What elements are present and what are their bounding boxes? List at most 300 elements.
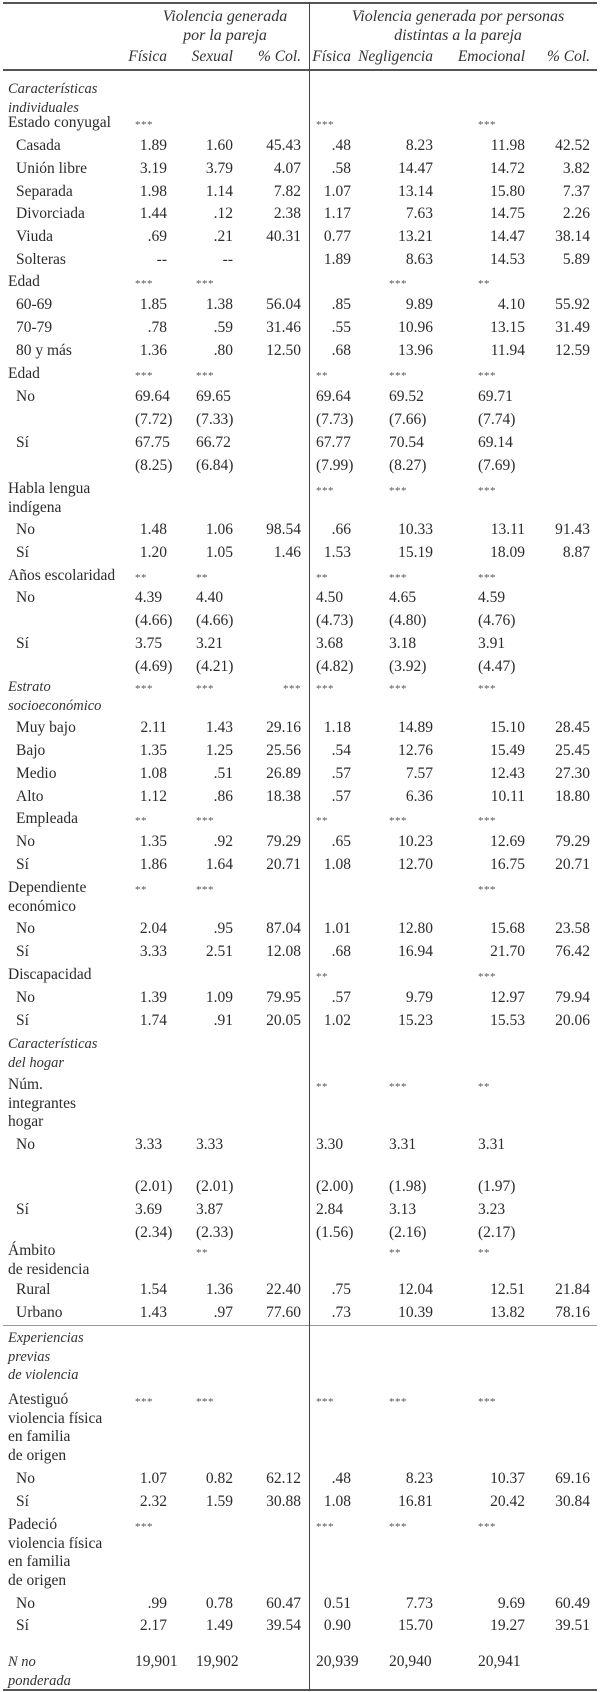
row-label-line: Medio	[16, 765, 57, 782]
row-label-line: Edad	[8, 273, 40, 290]
table-cell: 3.13	[389, 1201, 417, 1218]
significance-marker: ***	[316, 485, 334, 497]
table-cell: 20.05	[266, 1012, 301, 1029]
row-label	[16, 137, 156, 156]
table-cell: 12.97	[490, 989, 525, 1006]
significance-marker: ***	[389, 572, 407, 584]
group-header-partner-line1: Violencia generada	[162, 8, 288, 25]
table-cell: 2.51	[205, 943, 233, 960]
significance-marker: **	[316, 971, 328, 983]
table-cell: 10.33	[398, 521, 433, 538]
row-label-line: de residencia	[8, 1260, 90, 1278]
significance-marker: ***	[196, 1396, 214, 1408]
significance-marker: **	[316, 815, 328, 827]
row-label-line: Unión libre	[16, 160, 88, 177]
table-cell: 60.47	[266, 1595, 301, 1612]
table-cell: .68	[331, 342, 351, 359]
significance-marker: ***	[389, 1396, 407, 1408]
significance-marker: ***	[196, 370, 214, 382]
group-header-partner-line2: por la pareja	[183, 27, 267, 44]
table-cell: (7.99)	[316, 457, 354, 474]
table-cell: 12.76	[398, 742, 433, 759]
row-label	[16, 1617, 156, 1636]
table-cell: 67.75	[135, 434, 170, 451]
significance-marker: ***	[478, 884, 496, 896]
table-cell: 15.70	[398, 1617, 433, 1634]
table-cell: 1.59	[205, 1493, 233, 1510]
table-cell: 19,902	[196, 1653, 239, 1670]
table-cell: (4.47)	[478, 658, 516, 675]
row-label-line: Divorciada	[16, 205, 85, 222]
row-label	[16, 342, 156, 361]
table-cell: 12.04	[398, 1281, 433, 1298]
row-label-line: 70-79	[16, 319, 53, 336]
table-cell: 1.36	[139, 342, 167, 359]
significance-marker: ***	[196, 815, 214, 827]
table-cell: 0.78	[205, 1595, 233, 1612]
table-cell: 13.82	[490, 1304, 525, 1321]
table-cell: 60.49	[555, 1595, 590, 1612]
table-cell: (1.97)	[478, 1178, 516, 1195]
table-cell: 3.69	[135, 1201, 163, 1218]
table-cell: 79.29	[555, 833, 590, 850]
table-cell: (1.98)	[389, 1178, 427, 1195]
row-label	[16, 251, 156, 270]
table-cell: 6.36	[405, 788, 433, 805]
table-cell: 11.98	[490, 137, 525, 154]
table-cell: 10.37	[490, 1470, 525, 1487]
row-label-line: Características	[8, 81, 98, 97]
row-label-line: N no	[8, 1654, 36, 1670]
row-label-line: No	[16, 589, 35, 606]
table-cell: 3.31	[478, 1136, 506, 1153]
table-cell: 15.10	[490, 719, 525, 736]
row-label	[8, 1035, 148, 1072]
table-cell: .54	[331, 742, 351, 759]
table-cell: 1.14	[205, 183, 233, 200]
table-cell: 7.57	[405, 765, 433, 782]
significance-marker: ***	[135, 278, 153, 290]
table-cell: 1.89	[139, 137, 167, 154]
row-label-line: integrantes	[8, 1094, 77, 1112]
table-cell: 3.23	[478, 1201, 506, 1218]
table-cell: .12	[213, 205, 233, 222]
table-cell: 3.91	[478, 635, 506, 652]
row-label-line: Atestiguó	[8, 1391, 69, 1408]
table-cell: 11.94	[490, 342, 525, 359]
table-cell: 26.89	[266, 765, 301, 782]
table-cell: 4.59	[478, 589, 506, 606]
row-label-line: Bajo	[16, 742, 46, 759]
table-cell: 3.21	[196, 635, 224, 652]
table-cell: 1.25	[205, 742, 233, 759]
table-cell: 4.07	[273, 160, 301, 177]
row-label	[16, 920, 156, 939]
significance-marker: **	[316, 370, 328, 382]
row-label	[16, 205, 156, 224]
row-label	[8, 1076, 148, 1132]
row-label-line: en familia	[8, 1553, 71, 1570]
table-cell: 12.51	[490, 1281, 525, 1298]
table-cell: 12.80	[398, 920, 433, 937]
table-cell: 38.14	[555, 228, 590, 245]
table-cell: 20,941	[478, 1653, 521, 1670]
row-label-line: Muy bajo	[16, 719, 76, 736]
table-cell: .80	[213, 342, 233, 359]
table-cell: .73	[331, 1304, 351, 1321]
table-cell: 29.16	[266, 719, 301, 736]
table-cell: 69.52	[389, 388, 424, 405]
table-cell: 13.21	[398, 228, 433, 245]
column-header-negligencia: Negligencia	[358, 48, 433, 65]
table-cell: 20.06	[555, 1012, 590, 1029]
table-cell: 3.33	[196, 1136, 224, 1153]
table-cell: 14.72	[490, 160, 525, 177]
table-cell: 23.58	[555, 920, 590, 937]
row-label-line: Estado conyugal	[8, 114, 111, 131]
table-cell: 30.84	[555, 1493, 590, 1510]
table-cell: 25.45	[555, 742, 590, 759]
table-cell: 10.11	[490, 788, 525, 805]
row-label-line: No	[16, 521, 35, 538]
row-label	[16, 1595, 156, 1614]
table-cell: 15.68	[490, 920, 525, 937]
table-cell: 31.46	[266, 319, 301, 336]
table-cell: 30.88	[266, 1493, 301, 1510]
table-cell: 1.01	[323, 920, 351, 937]
table-cell: (8.27)	[389, 457, 427, 474]
significance-marker: ***	[316, 1521, 334, 1533]
row-label-line: Ámbito	[8, 1242, 56, 1259]
table-cell: 18.09	[490, 544, 525, 561]
table-cell: (4.21)	[196, 658, 234, 675]
table-cell: 1.54	[139, 1281, 167, 1298]
row-label-line: Empleada	[16, 810, 78, 827]
table-cell: (7.69)	[478, 457, 516, 474]
row-label	[8, 1391, 148, 1465]
significance-marker: ***	[196, 683, 214, 695]
table-cell: (2.17)	[478, 1224, 516, 1241]
significance-marker: **	[135, 884, 147, 896]
row-label-line: Sí	[16, 943, 29, 960]
row-label-line: No	[16, 1595, 35, 1612]
row-label-line: Características	[8, 1036, 98, 1052]
row-label	[8, 365, 148, 384]
table-cell: 20,940	[389, 1653, 432, 1670]
table-cell: 20.71	[555, 856, 590, 873]
row-label-line: Viuda	[16, 228, 53, 245]
table-cell: 2.84	[316, 1201, 344, 1218]
table-cell: 1.08	[323, 1493, 351, 1510]
row-label	[8, 567, 148, 586]
table-cell: 9.89	[405, 296, 433, 313]
table-top-rule	[3, 2, 597, 4]
table-cell: 4.65	[389, 589, 417, 606]
row-label-line: 80 y más	[16, 342, 72, 359]
table-cell: 16.94	[398, 943, 433, 960]
row-label	[8, 1516, 148, 1590]
row-label	[16, 719, 156, 738]
table-cell: .99	[147, 1595, 167, 1612]
group-header-non-partner-line2: distintas a la pareja	[394, 27, 522, 44]
significance-marker: ***	[316, 1396, 334, 1408]
table-cell: (4.69)	[135, 658, 173, 675]
table-cell: 3.30	[316, 1136, 344, 1153]
row-label	[16, 521, 156, 540]
table-cell: 21.70	[490, 943, 525, 960]
table-cell: 19.27	[490, 1617, 525, 1634]
row-label	[16, 1470, 156, 1489]
row-label	[16, 319, 156, 338]
row-label	[8, 480, 148, 517]
row-label	[8, 678, 148, 715]
significance-marker: ***	[478, 1396, 496, 1408]
table-cell: 10.23	[398, 833, 433, 850]
table-cell: 15.53	[490, 1012, 525, 1029]
table-cell: .66	[331, 521, 351, 538]
significance-marker: ***	[478, 119, 496, 131]
row-label-line: previas	[8, 1348, 51, 1365]
table-cell: 1.17	[323, 205, 351, 222]
significance-marker: ***	[478, 815, 496, 827]
row-label-line: económico	[8, 897, 77, 915]
table-cell: 69.14	[478, 434, 513, 451]
row-label-line: Sí	[16, 1012, 29, 1029]
table-cell: .95	[213, 920, 233, 937]
significance-marker: ***	[389, 1521, 407, 1533]
row-label-line: No	[16, 833, 35, 850]
table-cell: (2.34)	[135, 1224, 173, 1241]
table-cell: .97	[213, 1304, 233, 1321]
table-cell: 1.06	[205, 521, 233, 538]
row-label	[8, 966, 148, 985]
table-cell: .57	[331, 989, 351, 1006]
table-cell: 79.95	[266, 989, 301, 1006]
table-cell: 13.96	[398, 342, 433, 359]
significance-marker: ***	[478, 971, 496, 983]
row-label	[16, 943, 156, 962]
table-cell: (4.66)	[196, 612, 234, 629]
row-label	[16, 544, 156, 563]
table-cell: 18.80	[555, 788, 590, 805]
row-label-line: Solteras	[16, 251, 66, 268]
table-cell: 2.26	[562, 205, 590, 222]
row-label	[16, 160, 156, 179]
table-cell: 4.39	[135, 589, 163, 606]
table-cell: (4.82)	[316, 658, 354, 675]
table-cell: (1.56)	[316, 1224, 354, 1241]
table-cell: 15.19	[398, 544, 433, 561]
significance-marker: **	[135, 572, 147, 584]
table-cell: (7.74)	[478, 411, 516, 428]
table-cell: 12.69	[490, 833, 525, 850]
table-cell: .86	[213, 788, 233, 805]
table-cell: (4.66)	[135, 612, 173, 629]
table-cell: .57	[331, 788, 351, 805]
table-cell: 1.08	[139, 765, 167, 782]
table-cell: 1.98	[139, 183, 167, 200]
group-header-non-partner	[318, 7, 598, 45]
table-cell: 42.52	[555, 137, 590, 154]
table-cell: 14.89	[398, 719, 433, 736]
table-cell: 0.82	[205, 1470, 233, 1487]
table-cell: 78.16	[555, 1304, 590, 1321]
significance-marker: ***	[196, 278, 214, 290]
row-label-line: Urbano	[16, 1304, 63, 1321]
table-cell: 10.39	[398, 1304, 433, 1321]
table-cell: 1.02	[323, 1012, 351, 1029]
table-cell: .57	[331, 765, 351, 782]
row-label-line: Sí	[16, 434, 29, 451]
table-cell: .65	[331, 833, 351, 850]
column-header-fisica-partner: Física	[128, 48, 167, 65]
table-cell: 7.73	[405, 1595, 433, 1612]
row-label-line: Sí	[16, 1617, 29, 1634]
row-label	[8, 1653, 148, 1690]
table-cell: 1.07	[323, 183, 351, 200]
table-cell: 2.38	[273, 205, 301, 222]
table-cell: .75	[331, 1281, 351, 1298]
row-label	[16, 1493, 156, 1512]
significance-marker: ***	[389, 1081, 407, 1093]
table-cell: 16.81	[398, 1493, 433, 1510]
table-cell: 2.11	[140, 719, 167, 736]
table-cell: 67.77	[316, 434, 351, 451]
table-cell: .55	[331, 319, 351, 336]
row-label	[16, 1012, 156, 1031]
table-cell: 7.37	[562, 183, 590, 200]
table-cell: 1.60	[205, 137, 233, 154]
row-label-line: individuales	[8, 99, 79, 116]
table-cell: (7.72)	[135, 411, 173, 428]
table-cell: 3.33	[135, 1136, 163, 1153]
table-cell: 3.31	[389, 1136, 417, 1153]
table-cell: .21	[213, 228, 233, 245]
table-cell: 14.47	[398, 160, 433, 177]
table-cell: 0.77	[323, 228, 351, 245]
table-cell: .91	[213, 1012, 233, 1029]
table-cell: .85	[331, 296, 351, 313]
table-cell: 1.44	[139, 205, 167, 222]
row-label	[16, 296, 156, 315]
row-label-line: indígena	[8, 498, 62, 516]
table-cell: 62.12	[266, 1470, 301, 1487]
table-cell: .48	[331, 137, 351, 154]
significance-marker: ***	[316, 683, 334, 695]
table-cell: 40.31	[266, 228, 301, 245]
row-label-line: Alto	[16, 788, 44, 805]
significance-marker: ***	[283, 683, 301, 695]
row-label	[16, 228, 156, 247]
table-cell: 1.89	[323, 251, 351, 268]
table-cell: 15.23	[398, 1012, 433, 1029]
table-cell: 10.96	[398, 319, 433, 336]
table-cell: 69.64	[135, 388, 170, 405]
significance-marker: ***	[135, 370, 153, 382]
significance-marker: ***	[478, 572, 496, 584]
column-header-pct-col-partner: % Col.	[257, 48, 301, 65]
row-label-line: Discapacidad	[8, 966, 92, 983]
table-cell: 69.65	[196, 388, 231, 405]
table-cell: 7.82	[273, 183, 301, 200]
significance-marker: **	[316, 1081, 328, 1093]
table-cell: .48	[331, 1470, 351, 1487]
significance-marker: ***	[389, 370, 407, 382]
row-label-line: hogar	[8, 1113, 44, 1130]
table-cell: 16.75	[490, 856, 525, 873]
row-label	[8, 1329, 148, 1385]
table-cell: 9.79	[405, 989, 433, 1006]
table-cell: 18.38	[266, 788, 301, 805]
significance-marker: **	[196, 572, 208, 584]
row-label-line: Edad	[8, 365, 40, 382]
row-label	[16, 1281, 156, 1300]
row-label	[8, 114, 148, 133]
significance-marker: ***	[135, 1521, 153, 1533]
significance-marker: **	[389, 1247, 401, 1259]
row-label-line: Sí	[16, 544, 29, 561]
significance-marker: ***	[478, 485, 496, 497]
table-cell: (2.01)	[135, 1178, 173, 1195]
table-cell: 5.89	[562, 251, 590, 268]
table-cell: 25.56	[266, 742, 301, 759]
table-cell: 7.63	[405, 205, 433, 222]
table-cell: 1.38	[205, 296, 233, 313]
table-cell: 1.46	[273, 544, 301, 561]
column-header-pct-col-non-partner: % Col.	[546, 48, 590, 65]
table-cell: 66.72	[196, 434, 231, 451]
table-cell: 12.08	[266, 943, 301, 960]
row-label-line: ponderada	[8, 1672, 71, 1689]
row-label-line: de origen	[8, 1446, 67, 1464]
row-label-line: Sí	[16, 856, 29, 873]
table-cell: 1.08	[323, 856, 351, 873]
row-label	[16, 183, 156, 202]
table-cell: 20.71	[266, 856, 301, 873]
column-header-emocional: Emocional	[457, 48, 525, 65]
table-cell: 1.36	[205, 1281, 233, 1298]
table-cell: 1.12	[139, 788, 167, 805]
section-divider-rule	[3, 1325, 597, 1326]
table-cell: 39.51	[555, 1617, 590, 1634]
row-label-line: Dependiente	[8, 879, 87, 896]
row-label	[16, 856, 156, 875]
significance-marker: **	[478, 1247, 490, 1259]
table-cell: 1.53	[323, 544, 351, 561]
table-cell: 98.54	[266, 521, 301, 538]
row-label-line: Rural	[16, 1281, 51, 1298]
table-cell: .51	[213, 765, 233, 782]
row-label-line: No	[16, 1136, 35, 1153]
table-cell: 12.43	[490, 765, 525, 782]
table-cell: 3.18	[389, 635, 417, 652]
table-cell: (8.25)	[135, 457, 173, 474]
row-label-line: No	[16, 989, 35, 1006]
row-label-line: Núm.	[8, 1076, 43, 1093]
significance-marker: ***	[389, 485, 407, 497]
table-cell: 31.49	[555, 319, 590, 336]
table-cell: 76.42	[555, 943, 590, 960]
row-label-line: Casada	[16, 137, 61, 154]
row-label-line: No	[16, 920, 35, 937]
table-cell: 3.87	[196, 1201, 224, 1218]
table-cell: .59	[213, 319, 233, 336]
table-cell: 77.60	[266, 1304, 301, 1321]
table-cell: 14.53	[490, 251, 525, 268]
table-cell: 15.49	[490, 742, 525, 759]
table-cell: 69.16	[555, 1470, 590, 1487]
table-cell: 1.43	[205, 719, 233, 736]
